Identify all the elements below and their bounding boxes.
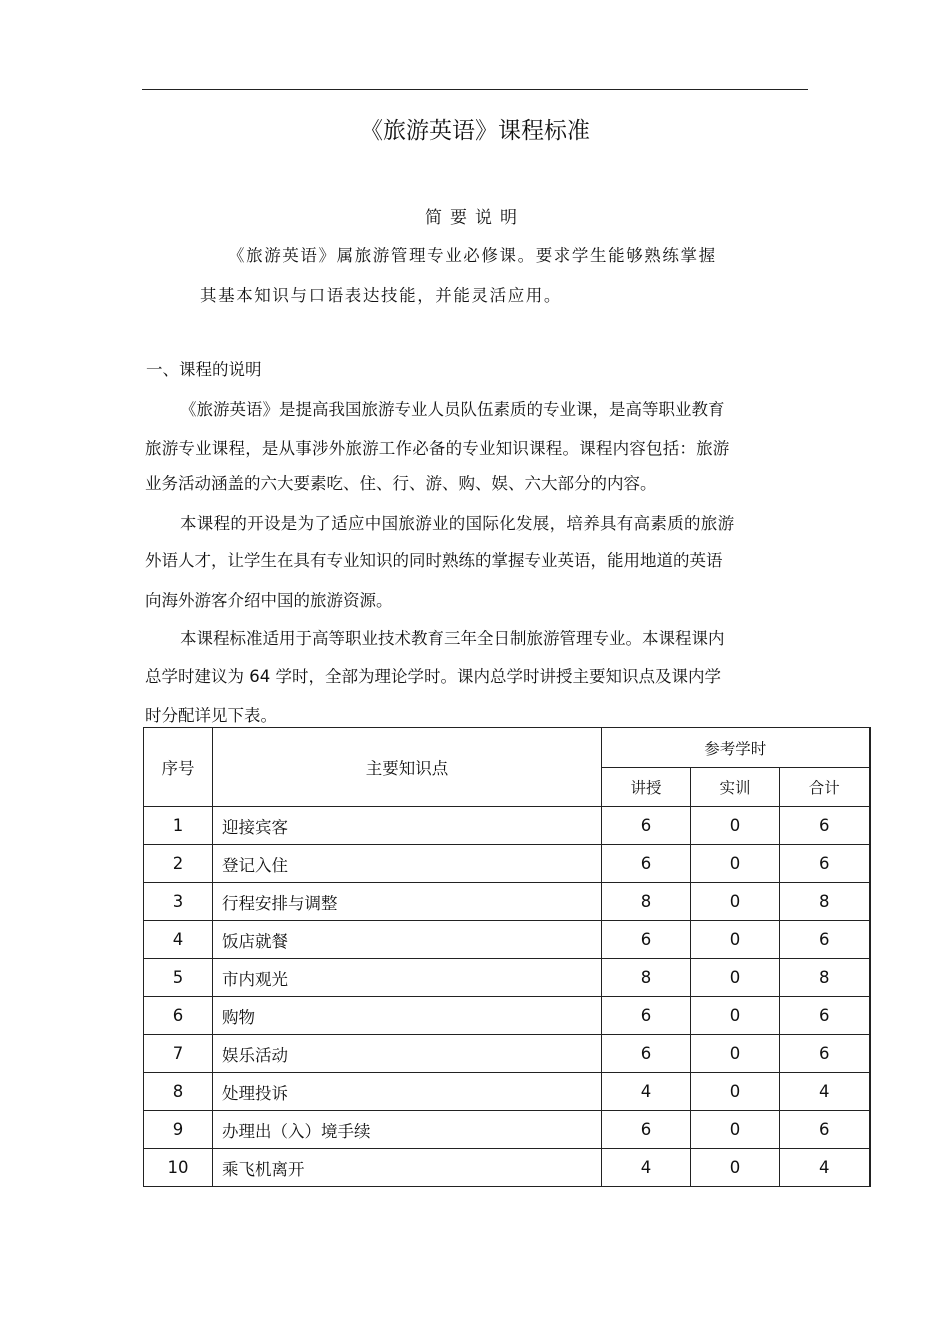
cell-practice: 0	[691, 959, 780, 997]
cell-lecture: 6	[602, 845, 691, 883]
cell-total: 6	[780, 807, 870, 845]
cell-topic: 购物	[213, 997, 602, 1035]
cell-topic: 娱乐活动	[213, 1035, 602, 1073]
summary-line-1: 《旅游英语》属旅游管理专业必修课。要求学生能够熟练掌握	[228, 246, 717, 265]
table-row	[144, 997, 870, 1035]
table-row	[144, 807, 870, 845]
cell-topic: 市内观光	[213, 959, 602, 997]
cell-no: 2	[144, 845, 213, 883]
table-row	[144, 845, 870, 883]
cell-total: 8	[780, 959, 870, 997]
cell-total: 6	[780, 1035, 870, 1073]
cell-total: 6	[780, 997, 870, 1035]
cell-practice: 0	[691, 883, 780, 921]
cell-topic: 迎接宾客	[213, 807, 602, 845]
cell-topic: 饭店就餐	[213, 921, 602, 959]
header-index: 序号	[144, 728, 213, 807]
cell-practice: 0	[691, 1073, 780, 1111]
cell-topic: 行程安排与调整	[213, 883, 602, 921]
header-lecture: 讲授	[602, 768, 691, 807]
cell-lecture: 6	[602, 921, 691, 959]
cell-no: 1	[144, 807, 213, 845]
header-topic: 主要知识点	[213, 728, 602, 807]
header-total: 合计	[780, 768, 870, 807]
cell-lecture: 8	[602, 959, 691, 997]
cell-total: 8	[780, 883, 870, 921]
cell-total: 4	[780, 1073, 870, 1111]
header-rule	[142, 89, 808, 90]
cell-topic: 登记入住	[213, 845, 602, 883]
table-row	[144, 1035, 870, 1073]
body-line-6: 向海外游客介绍中国的旅游资源。	[145, 591, 393, 610]
cell-lecture: 4	[602, 1149, 691, 1187]
table-row	[144, 883, 870, 921]
cell-total: 6	[780, 921, 870, 959]
cell-no: 6	[144, 997, 213, 1035]
cell-topic: 处理投诉	[213, 1073, 602, 1111]
cell-lecture: 6	[602, 1035, 691, 1073]
document-title: 《旅游英语》课程标准	[360, 118, 590, 144]
body-line-3: 业务活动涵盖的六大要素吃、住、行、游、购、娱、六大部分的内容。	[145, 474, 657, 493]
cell-no: 9	[144, 1111, 213, 1149]
cell-lecture: 6	[602, 1111, 691, 1149]
table-row	[144, 1149, 870, 1187]
cell-lecture: 8	[602, 883, 691, 921]
header-practice: 实训	[691, 768, 780, 807]
body-line-1: 《旅游英语》是提高我国旅游专业人员队伍素质的专业课，是高等职业教育	[180, 400, 725, 419]
hours-table	[143, 727, 871, 1187]
table-row	[144, 1111, 870, 1149]
section-heading: 一、课程的说明	[146, 360, 262, 379]
table-row	[144, 959, 870, 997]
cell-total: 6	[780, 1111, 870, 1149]
cell-lecture: 6	[602, 997, 691, 1035]
body-line-4: 本课程的开设是为了适应中国旅游业的国际化发展，培养具有高素质的旅游	[180, 514, 735, 533]
cell-practice: 0	[691, 807, 780, 845]
summary-line-2: 其基本知识与口语表达技能，并能灵活应用。	[200, 286, 562, 305]
body-line-2: 旅游专业课程，是从事涉外旅游工作必备的专业知识课程。课程内容包括：旅游	[145, 439, 730, 458]
body-line-5: 外语人才，让学生在具有专业知识的同时熟练的掌握专业英语，能用地道的英语	[145, 551, 723, 570]
cell-no: 7	[144, 1035, 213, 1073]
cell-lecture: 4	[602, 1073, 691, 1111]
cell-practice: 0	[691, 845, 780, 883]
cell-no: 10	[144, 1149, 213, 1187]
cell-total: 4	[780, 1149, 870, 1187]
cell-practice: 0	[691, 921, 780, 959]
cell-topic: 乘飞机离开	[213, 1149, 602, 1187]
cell-practice: 0	[691, 1111, 780, 1149]
cell-lecture: 6	[602, 807, 691, 845]
table-row	[144, 1073, 870, 1111]
summary-heading: 简要说明	[425, 208, 525, 228]
cell-practice: 0	[691, 1035, 780, 1073]
cell-practice: 0	[691, 1149, 780, 1187]
cell-no: 5	[144, 959, 213, 997]
cell-no: 4	[144, 921, 213, 959]
cell-practice: 0	[691, 997, 780, 1035]
body-line-7: 本课程标准适用于高等职业技术教育三年全日制旅游管理专业。本课程课内	[180, 629, 725, 648]
cell-no: 3	[144, 883, 213, 921]
cell-topic: 办理出（入）境手续	[213, 1111, 602, 1149]
body-line-8: 总学时建议为 64 学时，全部为理论学时。课内总学时讲授主要知识点及课内学	[145, 667, 721, 686]
header-hours-group: 参考学时	[602, 728, 870, 768]
cell-total: 6	[780, 845, 870, 883]
table-row	[144, 921, 870, 959]
body-line-9: 时分配详见下表。	[145, 706, 277, 725]
cell-no: 8	[144, 1073, 213, 1111]
